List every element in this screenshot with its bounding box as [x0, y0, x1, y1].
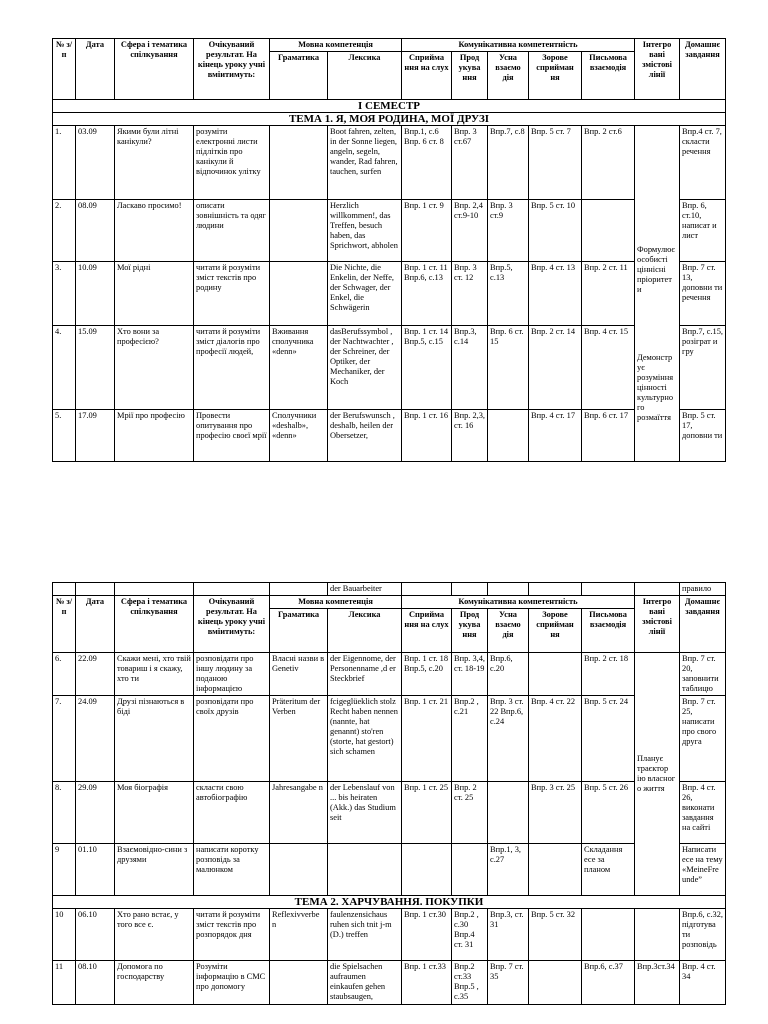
row-result: розповідати про іншу людину за поданою інформацією — [194, 653, 270, 696]
header-integrated-lines: Інтегро вані змістові лінії — [635, 596, 680, 653]
header-lexis: Лексика — [328, 609, 402, 653]
row-sphere: Хто вони за професією? — [115, 326, 194, 410]
integrated-lines-cell — [635, 126, 680, 462]
header-num: № з/п — [53, 596, 76, 653]
row-grammar: Reflexivverbe n — [270, 909, 328, 961]
row-lexis: fcigeglüeklich stolz Recht haben nennen (nannte, hat genannt) sto'ren (storte, hat gestort) sich schamen — [328, 696, 402, 782]
row-sphere: Скажи мені, хто твій товариш і я скажу, хто ти — [115, 653, 194, 696]
row-oral: Впр. 7 ст. 35 — [488, 961, 529, 1005]
row-result: Розуміти інформацію в СМС про допомогу — [194, 961, 270, 1005]
row-grammar — [270, 961, 328, 1005]
header-date: Дата — [76, 596, 115, 653]
row-result: розуміти електронні листи підлітків про канікули й відпочинок улітку — [194, 126, 270, 200]
row-grammar: Вживання сполучника «denn» — [270, 326, 328, 410]
row-integrated — [635, 909, 680, 961]
row-grammar: Präteritum der Verben — [270, 696, 328, 782]
header-homework: Домашнє завдання — [680, 596, 726, 653]
header-reading: Зорове сприйман ня — [529, 609, 582, 653]
row-production: Впр. 2,3, ст. 16 — [452, 410, 488, 462]
row-writing: Впр. 2 ст. 11 — [582, 262, 635, 326]
table-row — [53, 410, 726, 462]
header-lexis: Лексика — [328, 52, 402, 100]
row-homework: Впр. 5 ст. 17, доповни ти — [680, 410, 726, 462]
row-date: 29.09 — [76, 782, 115, 844]
row-reading: Впр. 5 ст. 32 — [529, 909, 582, 961]
header-production: Прод укува ння — [452, 52, 488, 100]
row-oral: Впр. 6 ст. 15 — [488, 326, 529, 410]
header-sphere: Сфера і тематика спілкування — [115, 39, 194, 100]
row-lexis: der Lebenslauf von ... bis heiraten (Akk.) das Studium seit — [328, 782, 402, 844]
row-sphere: Моя біографія — [115, 782, 194, 844]
row-result: розповідати про своїх друзів — [194, 696, 270, 782]
row-listening: Впр. 1 ст.33 — [402, 961, 452, 1005]
row-oral: Впр.5, с.13 — [488, 262, 529, 326]
lesson-plan-table-page2 — [52, 582, 726, 1005]
row-production: Впр. 3 ст.67 — [452, 126, 488, 200]
row-listening: Впр. 1 ст. 21 — [402, 696, 452, 782]
row-result: скласти свою автобіографію — [194, 782, 270, 844]
row-grammar — [270, 262, 328, 326]
row-homework: Впр. 6, ст.10, написат и лист — [680, 200, 726, 262]
row-listening: Впр. 1 ст. 16 — [402, 410, 452, 462]
row-lexis: Die Nichte, die Enkelin, der Neffe, der Schwager, der Enkel, die Schwägerin — [328, 262, 402, 326]
row-writing: Впр. 2 ст.6 — [582, 126, 635, 200]
row-listening: Впр. 1 ст. 18 Впр.5, с.20 — [402, 653, 452, 696]
header-homework: Домашнє завдання — [680, 39, 726, 100]
row-date: 22.09 — [76, 653, 115, 696]
row-result: описати зовнішність та одяг людини — [194, 200, 270, 262]
row-number: 11 — [53, 961, 76, 1005]
row-writing: Впр. 5 ст. 26 — [582, 782, 635, 844]
row-date: 17.09 — [76, 410, 115, 462]
row-production: Впр. 3 ст. 12 — [452, 262, 488, 326]
header-sphere: Сфера і тематика спілкування — [115, 596, 194, 653]
row-writing: Впр.6, с.37 — [582, 961, 635, 1005]
row-lexis: der Berufswunsch , deshalb, heilen der Obersetzer, — [328, 410, 402, 462]
carry-over-homework: правило — [680, 583, 726, 596]
table-row — [53, 844, 726, 896]
row-production: Впр. 2 ст. 25 — [452, 782, 488, 844]
row-writing — [582, 200, 635, 262]
header-grammar: Граматика — [270, 52, 328, 100]
row-listening: Впр.1, с.6 Впр. 6 ст. 8 — [402, 126, 452, 200]
row-grammar: Jahresangabe n — [270, 782, 328, 844]
row-number: 10 — [53, 909, 76, 961]
header-language-competence: Мовна компетенція — [270, 39, 402, 52]
row-number: 6. — [53, 653, 76, 696]
row-grammar — [270, 844, 328, 896]
header-listening: Сприйма ння на слух — [402, 52, 452, 100]
row-homework: Впр. 7 ст. 13, доповни ти речення — [680, 262, 726, 326]
header-result: Очікуваний результат. На кінець уроку учні вміитимуть: — [194, 39, 270, 100]
row-reading — [529, 653, 582, 696]
row-listening: Впр. 1 ст. 11 Впр.6, с.13 — [402, 262, 452, 326]
header-num: № з/п — [53, 39, 76, 100]
row-lexis: dasBerufssymbol , der Nachtwachter , der Schreiner, der Optiker, der Mechaniker, der Koch — [328, 326, 402, 410]
row-production: Впр. 3,4, ст. 18-19 — [452, 653, 488, 696]
table-row — [53, 326, 726, 410]
row-writing: Впр. 4 ст. 15 — [582, 326, 635, 410]
row-oral — [488, 410, 529, 462]
integrated-note: Формулює особисті ціннісні пріоритет и — [637, 244, 676, 294]
row-listening: Впр. 1 ст. 9 — [402, 200, 452, 262]
row-homework: Написати есе на тему «MeineFre unde” — [680, 844, 726, 896]
row-sphere: Мрії про професію — [115, 410, 194, 462]
integrated-note: Планує траєктор ію власног о життя — [637, 754, 676, 793]
row-number: 8. — [53, 782, 76, 844]
row-oral: Впр.1, 3, с.27 — [488, 844, 529, 896]
row-writing: Впр. 6 ст. 17 — [582, 410, 635, 462]
row-number: 3. — [53, 262, 76, 326]
header-grammar: Граматика — [270, 609, 328, 653]
row-reading: Впр. 5 ст. 10 — [529, 200, 582, 262]
row-writing — [582, 909, 635, 961]
table-row — [53, 653, 726, 696]
row-lexis: der Eigennome, der Personenname ,d er Steckbrief — [328, 653, 402, 696]
row-lexis: faulenzensichaus ruhen sich tnit j-m (D.) treffen — [328, 909, 402, 961]
table-row — [53, 961, 726, 1005]
row-reading — [529, 844, 582, 896]
row-reading: Впр. 3 ст. 25 — [529, 782, 582, 844]
row-number: 9 — [53, 844, 76, 896]
row-oral: Впр.3, ст. 31 — [488, 909, 529, 961]
header-production: Прод укува ння — [452, 609, 488, 653]
row-production — [452, 844, 488, 896]
row-date: 06.10 — [76, 909, 115, 961]
row-sphere: Взаємовідно-сини з друзями — [115, 844, 194, 896]
row-date: 01.10 — [76, 844, 115, 896]
row-homework: Впр.4 ст. 7, скласти речення — [680, 126, 726, 200]
header-result: Очікуваний результат. На кінець уроку учні вміитимуть: — [194, 596, 270, 653]
row-homework: Впр. 4 ст. 26, виконати завдання на сайті — [680, 782, 726, 844]
header-reading: Зорове сприйман ня — [529, 52, 582, 100]
row-production: Впр. 2,4 ст.9-10 — [452, 200, 488, 262]
row-reading — [529, 961, 582, 1005]
row-oral: Впр.7, с.8 — [488, 126, 529, 200]
row-grammar: Власні назви в Genetiv — [270, 653, 328, 696]
row-reading: Впр. 4 ст. 13 — [529, 262, 582, 326]
row-homework: Впр. 4 ст. 34 — [680, 961, 726, 1005]
row-homework: Впр.6, с.32, підготува ти розповідь — [680, 909, 726, 961]
table-row — [53, 262, 726, 326]
row-lexis: Herzlich willkommen!, das Treffen, besuch haben, das Sprichwort, abholen — [328, 200, 402, 262]
row-result: Провести опитування про професію своєї мрії — [194, 410, 270, 462]
header-writing: Письмова взаємодія — [582, 609, 635, 653]
row-result: читати й розуміти зміст текстів про родину — [194, 262, 270, 326]
row-oral: Впр.6, с.20 — [488, 653, 529, 696]
row-listening: Впр. 1 ст. 14 Впр.5, с.15 — [402, 326, 452, 410]
row-grammar: Сполучники «deshalb», «denn» — [270, 410, 328, 462]
row-production: Впр.2 , с.30 Впр.4 ст. 31 — [452, 909, 488, 961]
row-result: написати коротку розповідь за малюнком — [194, 844, 270, 896]
header-language-competence: Мовна компетенція — [270, 596, 402, 609]
row-number: 4. — [53, 326, 76, 410]
table-row — [53, 909, 726, 961]
header-writing: Письмова взаємодія — [582, 52, 635, 100]
row-writing: Складання есе за планом — [582, 844, 635, 896]
row-reading: Впр. 2 ст. 14 — [529, 326, 582, 410]
row-number: 1. — [53, 126, 76, 200]
header-listening: Сприйма ння на слух — [402, 609, 452, 653]
row-date: 15.09 — [76, 326, 115, 410]
row-sphere: Ласкаво просимо! — [115, 200, 194, 262]
row-production: Впр.2 ст.33 Впр.5 , с.35 — [452, 961, 488, 1005]
header-oral-interaction: Усна взаємо дія — [488, 609, 529, 653]
row-production: Впр.2 , с.21 — [452, 696, 488, 782]
row-sphere: Мої рідні — [115, 262, 194, 326]
header-communicative-competence: Комунікативна компетентність — [402, 39, 635, 52]
header-communicative-competence: Комунікативна компетентність — [402, 596, 635, 609]
row-listening — [402, 844, 452, 896]
row-date: 08.09 — [76, 200, 115, 262]
row-sphere: Друзі пізнаються в біді — [115, 696, 194, 782]
carry-over-row — [53, 583, 726, 596]
row-production: Впр.3, с.14 — [452, 326, 488, 410]
header-integrated-lines: Інтегро вані змістові лінії — [635, 39, 680, 100]
integrated-note: Демонстр ує розуміння цінності культурно го розмаїття — [637, 352, 674, 422]
carry-over-lexis: der Bauarbeiter — [328, 583, 402, 596]
lesson-plan-table-page1 — [52, 38, 726, 462]
row-homework: Впр.7, с.15, розіграт и гру — [680, 326, 726, 410]
header-date: Дата — [76, 39, 115, 100]
row-reading: Впр. 4 ст. 17 — [529, 410, 582, 462]
table-row — [53, 696, 726, 782]
row-listening: Впр. 1 ст. 25 — [402, 782, 452, 844]
row-number: 7. — [53, 696, 76, 782]
row-homework: Впр. 7 ст. 25, написати про свого друга — [680, 696, 726, 782]
row-lexis: Boot fahren, zelten, in der Sonne liegen, angeln, segeln, wander, Rad fahren, tauchen, surfen — [328, 126, 402, 200]
row-oral: Впр. 3 ст. 22 Впр.6, с.24 — [488, 696, 529, 782]
row-reading: Впр. 4 ст. 22 — [529, 696, 582, 782]
topic-heading: ТЕМА 2. ХАРЧУВАННЯ. ПОКУПКИ — [53, 896, 726, 909]
row-sphere: Якими були літні канікули? — [115, 126, 194, 200]
row-writing: Впр. 2 ст. 18 — [582, 653, 635, 696]
row-date: 10.09 — [76, 262, 115, 326]
row-oral — [488, 782, 529, 844]
row-date: 08.10 — [76, 961, 115, 1005]
row-result: читати й розуміти зміст текстів про розпорядок дня — [194, 909, 270, 961]
table-row — [53, 126, 726, 200]
row-number: 2. — [53, 200, 76, 262]
row-integrated: Впр.3ст.34 — [635, 961, 680, 1005]
row-listening: Впр. 1 ст.30 — [402, 909, 452, 961]
semester-heading: І СЕМЕСТР — [53, 100, 726, 113]
row-sphere: Хто рано встає, у того все є. — [115, 909, 194, 961]
row-oral: Впр. 3 ст.9 — [488, 200, 529, 262]
row-number: 5. — [53, 410, 76, 462]
row-homework: Впр. 7 ст. 20, заповнити таблицю — [680, 653, 726, 696]
row-lexis: die Spielsachen aufraumen einkaufen gehen staubsaugen, — [328, 961, 402, 1005]
row-grammar — [270, 200, 328, 262]
row-result: читати й розуміти зміст діалогів про професії людей, — [194, 326, 270, 410]
row-date: 24.09 — [76, 696, 115, 782]
row-date: 03.09 — [76, 126, 115, 200]
table-row — [53, 782, 726, 844]
topic-heading: ТЕМА 1. Я, МОЯ РОДИНА, МОЇ ДРУЗІ — [53, 113, 726, 126]
table-row — [53, 200, 726, 262]
integrated-lines-cell — [635, 653, 680, 896]
row-reading: Впр. 5 ст. 7 — [529, 126, 582, 200]
row-writing: Впр. 5 ст. 24 — [582, 696, 635, 782]
row-grammar — [270, 126, 328, 200]
header-oral-interaction: Усна взаємо дія — [488, 52, 529, 100]
row-sphere: Допомога по господарству — [115, 961, 194, 1005]
row-lexis — [328, 844, 402, 896]
